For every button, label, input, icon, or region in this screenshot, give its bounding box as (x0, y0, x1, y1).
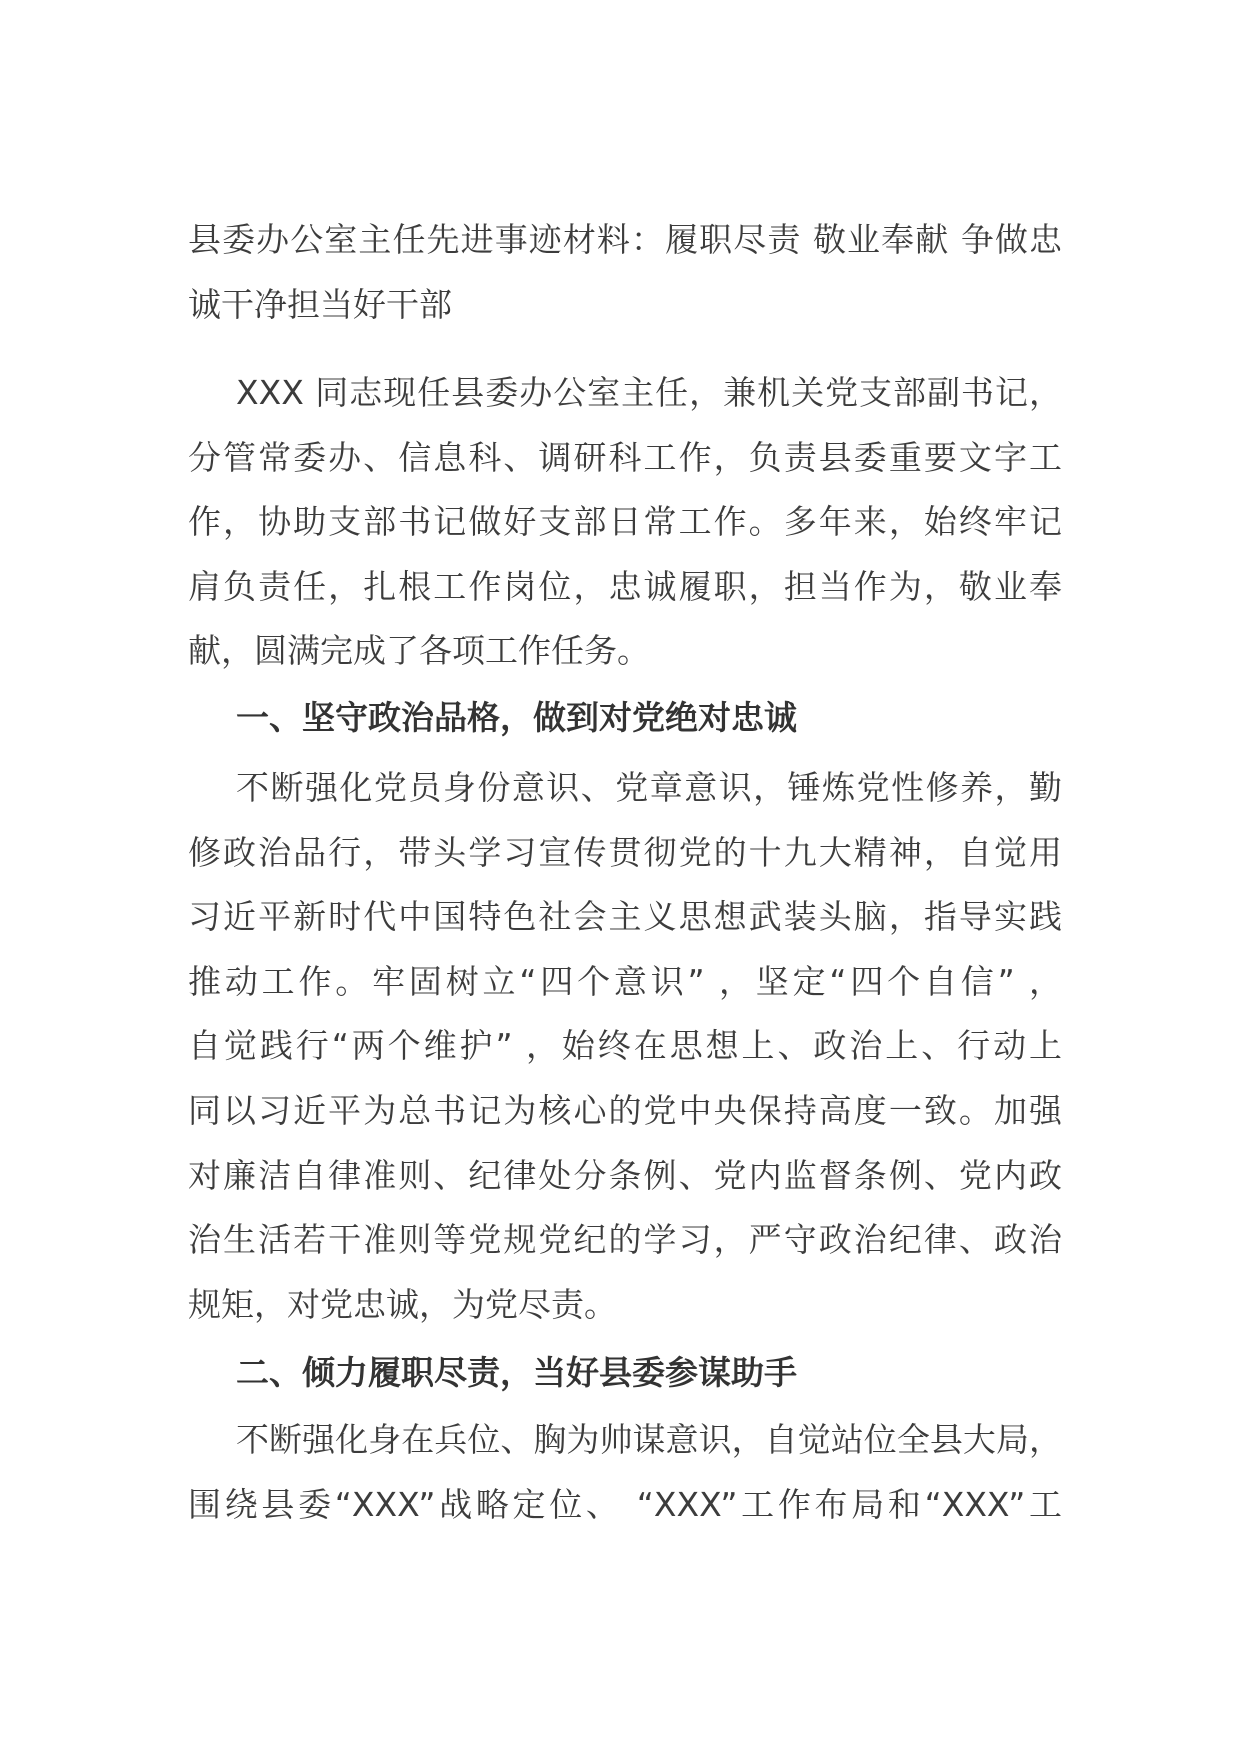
text-line: 自觉践行“两个维护” ，始终在思想上、政治上、行动上 (188, 1026, 1062, 1066)
text-line: 围绕县委“XXX”战略定位、 “XXX”工作布局和“XXX”工 (188, 1484, 1062, 1524)
text-line: 同以习近平为总书记为核心的党中央保持高度一致。加强 (188, 1090, 1062, 1130)
title-line: 诚干净担当好干部 (188, 284, 452, 324)
text-line: 推动工作。牢固树立“四个意识” ，坚定“四个自信” ， (188, 961, 1062, 1001)
text-line: 不断强化党员身份意识、党章意识，锤炼党性修养，勤 (236, 768, 1062, 807)
heading-text: 一、坚守政治品格，做到对党绝对忠诚 (236, 698, 797, 737)
paragraph-section-1 (188, 756, 1062, 1337)
paragraph-section-2 (188, 1408, 1062, 1537)
document-title (188, 208, 1062, 337)
text-line: 作，协助支部书记做好支部日常工作。多年来，始终牢记 (188, 502, 1062, 542)
text-line: 习近平新时代中国特色社会主义思想武装头脑，指导实践 (188, 897, 1062, 937)
text-line: 规矩，对党忠诚，为党尽责。 (188, 1284, 617, 1324)
text-line: 献，圆满完成了各项工作任务。 (188, 631, 650, 671)
heading-text: 二、倾力履职尽责，当好县委参谋助手 (236, 1353, 797, 1392)
text-line: 肩负责任，扎根工作岗位，忠诚履职，担当作为，敬业奉 (188, 566, 1062, 606)
paragraph-intro (188, 361, 1062, 684)
text-line: 分管常委办、信息科、调研科工作，负责县委重要文字工 (188, 437, 1062, 477)
text-line: 不断强化身在兵位、胸为帅谋意识，自觉站位全县大局， (236, 1420, 1062, 1459)
text-line: 修政治品行，带头学习宣传贯彻党的十九大精神，自觉用 (188, 832, 1062, 872)
text-line: 治生活若干准则等党规党纪的学习，严守政治纪律、政治 (188, 1220, 1062, 1260)
section-heading-2 (188, 1341, 1062, 1406)
section-heading-1 (188, 686, 1062, 751)
text-line: XXX 同志现任县委办公室主任，兼机关党支部副书记， (236, 373, 1062, 412)
text-line: 对廉洁自律准则、纪律处分条例、党内监督条例、党内政 (188, 1155, 1062, 1195)
title-line: 县委办公室主任先进事迹材料：履职尽责 敬业奉献 争做忠 (188, 220, 1062, 259)
